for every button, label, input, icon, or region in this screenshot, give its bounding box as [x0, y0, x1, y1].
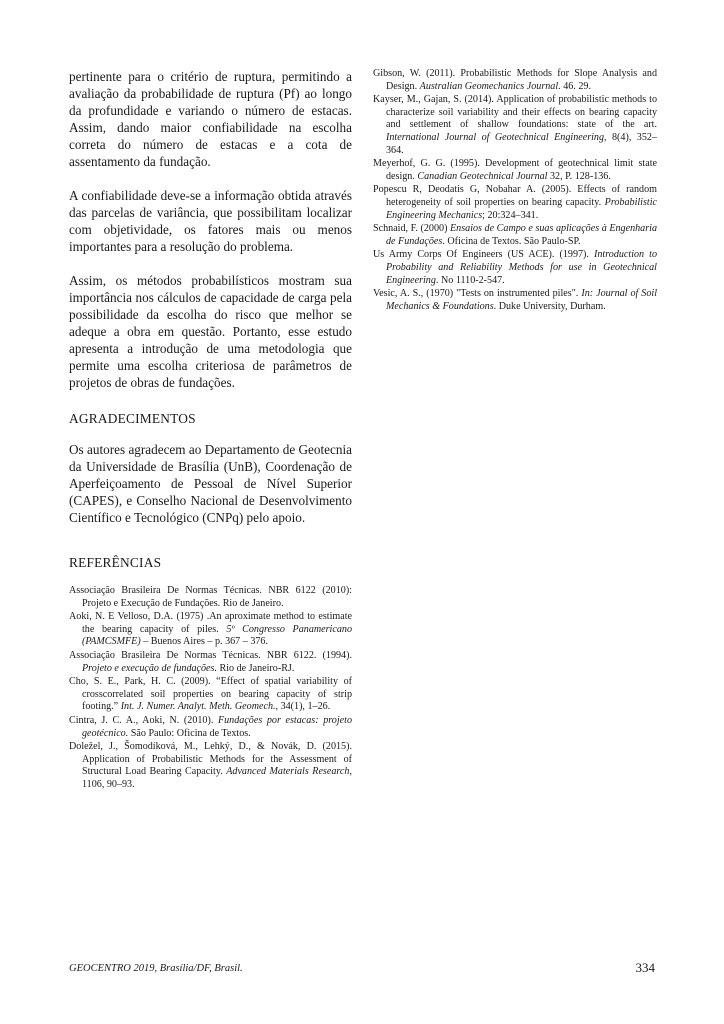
- reference-pre: Meyerhof, G. G. (1995). Development of geotechnical limit state design.: [373, 158, 657, 182]
- reference-post: . 46. 29.: [558, 80, 591, 92]
- reference-pre: Associação Brasileira De Normas Técnicas. NBR 6122 (2010): Projeto e Execução de Fundações. Rio de Janeiro.: [69, 585, 352, 609]
- reference-it: Introduction to Probability and Reliability Methods for use in Geotechnical Engineering: [386, 249, 657, 286]
- reference-entry: [373, 184, 657, 222]
- reference-pre: Associação Brasileira De Normas Técnicas. NBR 6122. (1994).: [69, 649, 352, 661]
- reference-entry: [69, 715, 352, 740]
- reference-post: , 34(1), 1–26.: [275, 701, 331, 713]
- para1-before: pertinente para o critério de ruptura, permitindo a avaliação da probabilidade de ruptura (Pf) ao longo da profundidade e variando o número de estacas. Assim, dando maior confiabilidade na escolha correta do número de estacas e a cota de assentamento da fundação.: [69, 69, 352, 169]
- body-paragraph-1: [69, 68, 352, 170]
- reference-it: Australian Geomechanics Journal: [419, 80, 559, 92]
- reference-pre: Doležel, J., Šomodíková, M., Lehký, D., & Novák, D. (2015). Application of Probabilistic Methods for the Assessment of Structural Load Bearing Capacity.: [69, 741, 352, 778]
- ack-paragraph: Os autores agradecem ao Departamento de Geotecnia da Universidade de Brasília (UnB), Coordenação de Aperfeiçoamento de Pessoal de Nível Superior (CAPES), e Conselho Nacional de Desenvolvimento Científico e Tecnológico (CNPq) pelo apoio.: [69, 442, 352, 525]
- reference-post: Rio de Janeiro-RJ.: [217, 662, 295, 674]
- reference-it: Int. J. Numer. Analyt. Meth. Geomech.: [120, 701, 276, 713]
- reference-post: . No 1110-2-547.: [435, 274, 505, 286]
- reference-pre: Aoki, N. E Velloso, D.A. (1975) .An aproximate method to estimate the bearing capacity of piles.: [69, 611, 352, 635]
- reference-entry: [69, 650, 352, 675]
- reference-pre: Cintra, J. C. A., Aoki, N. (2010).: [69, 714, 218, 726]
- reference-entry: [69, 611, 352, 649]
- reference-pre: Popescu R, Deodatis G, Nobahar A. (2005). Effects of random heterogeneity of soil properties on bearing capacity.: [373, 184, 657, 208]
- reference-post: , 1106, 90–93.: [82, 766, 352, 790]
- reference-it: Probabilistic Engineering Mechanics: [386, 196, 657, 221]
- reference-pre: Us Army Corps Of Engineers (US ACE). (1997).: [373, 249, 594, 261]
- reference-it: Canadian Geotechnical Journal: [417, 170, 548, 182]
- reference-post: . Duke University, Durham.: [493, 300, 606, 312]
- reference-pre: Gibson, W. (2011). Probabilistic Methods for Slope Analysis and Design.: [373, 68, 657, 92]
- body-paragraph-3: Assim, os métodos probabilísticos mostram sua importância nos cálculos de capacidade de carga pela possibilidade da escolha do risco que melhor se adeque a obra em questão. Portanto, esse estudo apresenta a introdução de uma metodologia que permite uma escolha criteriosa de parâmetros de projetos de obras de fundações.: [69, 273, 352, 390]
- reference-post: ; 20:324–341.: [482, 209, 539, 221]
- reference-it: Ensaios de Campo e suas aplicações à Engenharia de Fundações: [386, 223, 657, 247]
- reference-pre: Kayser, M., Gajan, S. (2014). Application of probabilistic methods to characterize soil variability and their effects on bearing capacity and settlement of shallow foundations: state of the art.: [373, 94, 657, 131]
- reference-pre: Vesic, A. S., (1970) "Tests on instrumented piles".: [373, 288, 582, 300]
- left-reference-list: [69, 585, 352, 792]
- reference-it: Fundações por estacas: projeto geotécnico.: [82, 714, 352, 739]
- reference-post: , 8(4), 352–364.: [386, 131, 657, 156]
- ack-heading: AGRADECIMENTOS: [69, 411, 196, 426]
- footer-conference: GEOCENTRO 2019, Brasília/DF, Brasil.: [69, 963, 243, 974]
- left-column: [69, 68, 352, 793]
- reference-post: – Buenos Aires – p. 367 – 376.: [140, 636, 268, 648]
- reference-entry: [373, 68, 657, 93]
- reference-entry: [69, 741, 352, 791]
- reference-it: In: Journal of Soil Mechanics & Foundations: [386, 288, 658, 312]
- reference-post: 32, P. 128-136.: [547, 170, 611, 182]
- reference-entry: [373, 249, 657, 287]
- reference-it: Advanced Materials Research: [226, 766, 350, 778]
- reference-entry: [373, 288, 657, 313]
- references-heading: REFERÊNCIAS: [69, 555, 162, 570]
- reference-pre: Schnaid, F. (2000): [373, 223, 451, 235]
- reference-it: International Journal of Geotechnical Engineering: [386, 131, 605, 143]
- reference-entry: [373, 94, 657, 157]
- reference-pre: Cho, S. E., Park, H. C. (2009). “Effect of spatial variability of crosscorrelated soil properties on bearing capacity of strip footing.”: [69, 676, 352, 713]
- reference-it: Projeto e execução de fundações.: [82, 662, 217, 674]
- reference-entry: [373, 223, 657, 248]
- reference-post: São Paulo: Oficina de Textos.: [128, 727, 251, 739]
- right-column: [373, 68, 657, 314]
- body-paragraph-2: A confiabilidade deve-se a informação obtida através das parcelas de variância, que possibilitam localizar com objetividade, os fatores mais ou menos importantes para a resolução do problema.: [69, 188, 352, 254]
- reference-it: 5º Congresso Panamericano (PAMCSMFE): [82, 623, 352, 648]
- reference-post: . Oficina de Textos. São Paulo-SP.: [442, 235, 581, 247]
- reference-entry: [69, 585, 352, 610]
- reference-entry: [69, 676, 352, 714]
- page-number: 334: [635, 960, 655, 975]
- reference-entry: [373, 158, 657, 183]
- right-reference-list: [373, 68, 657, 313]
